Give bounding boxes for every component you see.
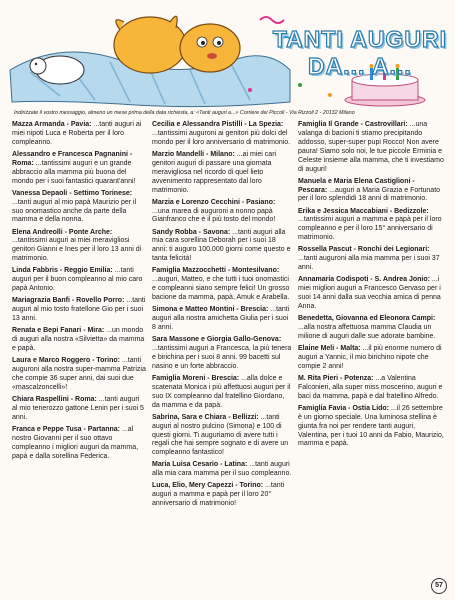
sender-name: Franca e Peppe Tusa - Partanna:	[12, 425, 121, 433]
sender-name: Benedetta, Giovanna ed Eleonora Campi:	[298, 315, 436, 323]
submission-instructions: Indirizzate il vostro messaggio, almeno un mese prima della data richiesta, a: «Tanti auguri a...» Corriere dei Piccoli - Via Rizzoli 2 - 20132 Milano	[14, 110, 355, 116]
sender-name: Manuela e Maria Elena Castiglioni - Pescara:	[298, 177, 415, 194]
greeting-entry: Marzio Mandelli - Milano: ...ai miei cari genitori auguri di passare una giornata meravigliosa nel ricordo di quel lieto avvenimento rappresentato dal loro matrimonio.	[152, 150, 277, 194]
sender-name: Renata e Bepi Fanari - Mira:	[12, 327, 105, 335]
page-number: 57	[431, 578, 447, 594]
sender-name: Famiglia Favia - Ostia Lido:	[298, 404, 390, 412]
sender-name: Chiara Raspellini - Roma:	[12, 395, 97, 403]
greeting-text: una valanga di bacioni ti stiamo precipitando addosso, super-super pupi Rocco! Non avere paura! Siamo solo noi, le tue piccole Erminia e Celeste insieme alla mamma, che ti investiamo di auguri!	[298, 121, 444, 173]
sender-name: Annamaria Codispoti - S. Andrea Jonio:	[298, 276, 430, 284]
sender-name: Rossella Pascut - Ronchi dei Legionari:	[298, 246, 430, 254]
column-3	[298, 121, 444, 453]
sender-name: Simona e Matteo Montini - Brescia:	[152, 306, 269, 314]
sender-name: Maria Luisa Cesario - Latina:	[152, 461, 248, 469]
greeting-entry: Famiglia Moreni - Brescia: ...alla dolce e scatenata Monica i più affettuosi auguri per il suo IX compleanno dal fratellino Giordano, da mamma e da papà.	[152, 374, 291, 409]
greeting-text: tanti auguri ai miei nipoti Luca e Roberta per il loro compleanno.	[12, 121, 142, 146]
greeting-text: auguri a Maria Grazia e Fortunato per il loro splendidi 18 anni di matrimonio.	[298, 186, 441, 203]
sender-name: Famiglia Moreni - Brescia:	[152, 374, 240, 382]
greeting-text: tantissimi auguri a mamma e papà per il loro compleanno e per il loro 15° anniversario di matrimonio.	[298, 216, 442, 242]
greeting-entry: Benedetta, Giovanna ed Eleonora Campi: ...alla nostra affettuosa mamma Claudia un milione di auguri dalle sue adorate bambine.	[298, 315, 436, 340]
greeting-text: ai miei cari genitori auguri di passare una giornata meravigliosa nel ricordo di quel lieto avvenimento rappresentato dal loro matrimonio.	[152, 150, 277, 194]
greeting-entry: Cecilia e Alessandra Pistilli - La Spezia: ...tantissimi auguroni ai genitori più dolci del mondo per il loro anniversario di matrimonio.	[152, 121, 291, 146]
sender-name: Mazza Armanda - Pavia:	[12, 121, 92, 128]
sender-name: Vanessa Depaoli - Settimo Torinese:	[12, 189, 133, 197]
greeting-text: tanti auguri al mio tenerozzo gattone Lenin per i suoi 5 anni.	[12, 395, 144, 421]
greeting-text: una marea di auguroni a nonno papà Gianfranco che è il più tosto del mondo!	[152, 207, 276, 224]
sender-name: Mariagrazia Banfi - Rovello Porro:	[12, 297, 125, 305]
greeting-entry: Manuela e Maria Elena Castiglioni - Pescara: ...auguri a Maria Grazia e Fortunato per il loro splendidi 18 anni di matrimonio.	[298, 177, 441, 203]
greeting-text: tanti auguri per il buon compleanno al mio caro papà Antonio.	[12, 267, 143, 293]
greeting-text: tanti auguri alla mia cara mamma per il suo compleanno.	[152, 461, 292, 478]
greeting-entry: Maria Luisa Cesario - Latina: ...tanti auguri alla mia cara mamma per il suo compleanno.	[152, 461, 292, 478]
greeting-text: tanti auguroni alla mia mamma per i suoi 37 anni.	[298, 255, 440, 272]
greeting-text: alla dolce e scatenata Monica i più affettuosi auguri per il suo IX compleanno dal fratellino Giordano, da mamma e da papà.	[152, 374, 291, 409]
greeting-text: al nostro Giovanni per il suo ottavo compleanno i migliori auguri da mamma, papà e dalla sorellina Federica.	[12, 425, 139, 460]
greeting-entry: Erika e Jessica Maccabiani - Bedizzole: ...tantissimi auguri a mamma e papà per il loro compleanno e per il loro 15° anniversario di matrimonio.	[298, 207, 442, 242]
title-line-2: DA... A...	[308, 53, 412, 79]
greeting-text: tanti auguri alla mia cara sorellina Deborah per i suoi 18 anni: ti auguro 100.000 giorni come questo e tanta felicità!	[152, 228, 291, 263]
greeting-text: tanti auguri a mamma e papà per il loro 20° anniversario di matrimonio!	[152, 482, 285, 508]
sender-name: Sabrina, Sara e Chiara - Bellizzi:	[152, 413, 259, 421]
greeting-text: il 26 settembre è un giorno speciale. Una luminosa stellina è giunta fra noi per rendere tanti auguri, Valentina, per i tuoi 10 anni da Fabio, Maurizio, mamma e papà.	[298, 404, 444, 448]
greeting-entry: M. Rita Pieri - Potenza: ...a Valentina Falconieri, alla super miss moscerino, auguri e baci da mamma, papà e dal fratellino Alfredo.	[298, 374, 443, 400]
greeting-text: tanti auguri al mio tosto fratellone Gio per i suoi 13 anni.	[12, 297, 146, 323]
greeting-text: tanti auguri alla nostra amichetta Giulia per i suoi 8 anni.	[152, 306, 290, 331]
greeting-entry: Famiglia Il Grande - Castrovillari: ...una valanga di bacioni ti stiamo precipitando addosso, super-super pupi Rocco! Non avere paura! Siamo solo noi, le tue piccole Erminia e Celeste insieme alla mamma, che ti investiamo di auguri!	[298, 121, 444, 173]
greeting-text: tantissimi auguri e un grande abbraccio alla mamma più buona del mondo per i suoi fantastici quarant'anni!	[12, 159, 136, 185]
greeting-text: tanti auguri al nostro pulcino (Simona) e 100 di questi giorni. Ti auguriamo di avere tutti i regali che hai sempre sognato e di avere un compleanno fantastico!	[152, 413, 289, 457]
sender-name: Elena Andreolli - Ponte Arche:	[12, 228, 113, 236]
greeting-text: i miei migliori auguri a Francesco Gervaso per i suoi 14 anni dalla sua vecchia amica di penna Anna.	[298, 276, 441, 310]
title-line-1: TANTI AUGURI	[272, 26, 447, 52]
greeting-entry: Linda Fabbris - Reggio Emilia: ...tanti auguri per il buon compleanno al mio caro papà Antonio.	[12, 267, 143, 293]
greeting-text: a Valentina Falconieri, alla super miss moscerino, auguri e baci da mamma, papà e dal fratellino Alfredo.	[298, 374, 443, 400]
greeting-entry: Annamaria Codispoti - S. Andrea Jonio: ...i miei migliori auguri a Francesco Gervaso per i suoi 14 anni dalla sua vecchia amica di penna Anna.	[298, 276, 441, 310]
greeting-entry: Chiara Raspellini - Roma: ...tanti auguri al mio tenerozzo gattone Lenin per i suoi 5 anni.	[12, 395, 144, 421]
sender-name: Sara Massone e Giorgia Gallo-Genova:	[152, 336, 282, 344]
greeting-text: tantissimi auguroni ai genitori più dolci del mondo per il loro anniversario di matrimonio.	[152, 129, 291, 146]
greeting-entry: Elena Andreolli - Ponte Arche: ...tantissimi auguri ai miei meravigliosi genitori Gianni e Ines per il loro 13 anni di matrimonio.	[12, 228, 142, 263]
greeting-text: tanti auguri al mio papà Maurizio per il suo onomastico anche da parte della mamma e della nonna.	[12, 198, 137, 224]
sender-name: Famiglia Mazzocchetti - Montesilvano:	[152, 267, 280, 275]
greeting-entry: Marzia e Lorenzo Cecchini - Pasiano: ...una marea di auguroni a nonno papà Gianfranco che è il più tosto del mondo!	[152, 198, 276, 224]
greeting-text: auguri, Matteo, e che tutti i tuoi onomastici e compleanni siano sempre felici! Un grosso bacione da mamma, papà, Amuk e Arabella.	[152, 276, 290, 302]
greeting-entry: Vanessa Depaoli - Settimo Torinese: ...tanti auguri al mio papà Maurizio per il suo onomastico anche da parte della mamma e della nonna.	[12, 189, 137, 224]
greeting-text: il più enorme numero di auguri a Yannic, il mio birichino nipote che compie 2 anni!	[298, 344, 442, 370]
column-2	[152, 121, 292, 512]
sender-name: Linda Fabbris - Reggio Emilia:	[12, 267, 113, 275]
greeting-entry: Sabrina, Sara e Chiara - Bellizzi: ...tanti auguri al nostro pulcino (Simona) e 100 di questi giorni. Ti auguriamo di avere tutti i regali che hai sempre sognato e di avere un compleanno fantastico!	[152, 413, 289, 457]
greeting-entry: Franca e Peppe Tusa - Partanna: ...al nostro Giovanni per il suo ottavo compleanno i migliori auguri da mamma, papà e dalla sorellina Federica.	[12, 425, 139, 460]
sender-name: Alessandro e Francesca Pagnanini - Roma:	[12, 150, 133, 167]
greeting-text: alla nostra affettuosa mamma Claudia un milione di auguri dalle sue adorate bambine.	[298, 323, 436, 340]
greeting-text: tanti auguroni alla nostra super-mamma Patrizia che compie 36 super anni, dai suoi due «mascalzoncelli»!	[12, 357, 146, 391]
greeting-text: tantissimi auguri ai miei meravigliosi genitori Gianni e Ines per il loro 13 anni di matrimonio.	[12, 237, 142, 263]
greeting-entry: Mazza Armanda - Pavia: ...tanti auguri ai miei nipoti Luca e Roberta per il loro compleanno.	[12, 121, 142, 146]
sender-name: Marzio Mandelli - Milano:	[152, 150, 235, 158]
sender-name: Famiglia Il Grande - Castrovillari:	[298, 121, 408, 128]
column-1	[12, 121, 146, 465]
greeting-entry: Alessandro e Francesca Pagnanini - Roma: ...tantissimi auguri e un grande abbraccio alla mamma più buona del mondo per i suoi fantastici quarant'anni!	[12, 150, 136, 185]
header-illustration	[0, 0, 455, 112]
greeting-entry: Luca, Elio, Mery Capezzi - Torino: ...tanti auguri a mamma e papà per il loro 20° anniversario di matrimonio!	[152, 482, 285, 508]
sender-name: M. Rita Pieri - Potenza:	[298, 374, 374, 382]
greeting-text: un mondo di auguri alla nostra «Silvietta» da mamma e papà.	[12, 327, 145, 352]
greeting-entry: Sandy Robba - Savona: ...tanti auguri alla mia cara sorellina Deborah per i suoi 18 anni: ti auguro 100.000 giorni come questo e tanta felicità!	[152, 228, 291, 263]
greeting-text: tantissimi auguri a Francesca, la più tenera e birichina per i suoi 8 anni. 99 bacetti sul nasino e un forte abbraccio.	[152, 344, 292, 370]
sender-name: Sandy Robba - Savona:	[152, 228, 231, 236]
sender-name: Laura e Marco Roggero - Torino:	[12, 357, 120, 365]
greeting-entry: Mariagrazia Banfi - Rovello Porro: ...tanti auguri al mio tosto fratellone Gio per i suoi 13 anni.	[12, 297, 146, 323]
greeting-entry: Simona e Matteo Montini - Brescia: ...tanti auguri alla nostra amichetta Giulia per i suoi 8 anni.	[152, 306, 290, 331]
greeting-entry: Elaine Meli - Malta: ...il più enorme numero di auguri a Yannic, il mio birichino nipote che compie 2 anni!	[298, 344, 442, 370]
greeting-entry: Famiglia Mazzocchetti - Montesilvano: ...auguri, Matteo, e che tutti i tuoi onomastici e compleanni siano sempre felici! Un grosso bacione da mamma, papà, Amuk e Arabella.	[152, 267, 290, 302]
greeting-entry: Sara Massone e Giorgia Gallo-Genova: ...tantissimi auguri a Francesca, la più tenera e birichina per i suoi 8 anni. 99 bacetti sul nasino e un forte abbraccio.	[152, 336, 292, 370]
sender-name: Marzia e Lorenzo Cecchini - Pasiano:	[152, 198, 276, 206]
sender-name: Erika e Jessica Maccabiani - Bedizzole:	[298, 207, 429, 215]
greeting-entry: Laura e Marco Roggero - Torino: ...tanti auguroni alla nostra super-mamma Patrizia che compie 36 super anni, dai suoi due «mascalzoncelli»!	[12, 357, 146, 391]
sender-name: Elaine Meli - Malta:	[298, 344, 361, 352]
sender-name: Cecilia e Alessandra Pistilli - La Spezia:	[152, 121, 284, 128]
page-title	[273, 26, 447, 80]
greeting-entry: Famiglia Favia - Ostia Lido: ...il 26 settembre è un giorno speciale. Una luminosa stellina è giunta fra noi per rendere tanti auguri, Valentina, per i tuoi 10 anni da Fabio, Maurizio, mamma e papà.	[298, 404, 444, 448]
greeting-entry: Renata e Bepi Fanari - Mira: ...un mondo di auguri alla nostra «Silvietta» da mamma e papà.	[12, 327, 145, 352]
greeting-entry: Rossella Pascut - Ronchi dei Legionari: ...tanti auguroni alla mia mamma per i suoi 37 anni.	[298, 246, 440, 272]
sender-name: Luca, Elio, Mery Capezzi - Torino:	[152, 482, 264, 490]
